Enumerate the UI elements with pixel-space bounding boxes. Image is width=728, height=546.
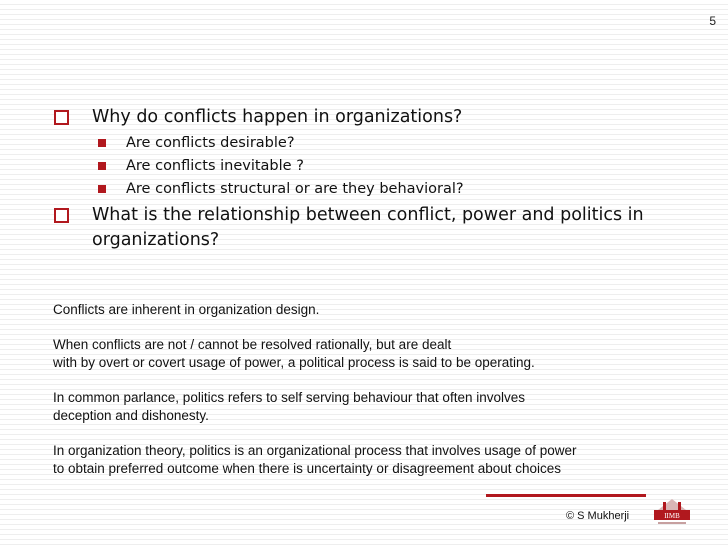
logo-roof	[658, 499, 686, 510]
sub-bullet-text: Are conflicts structural or are they behavioral?	[126, 181, 464, 197]
sub-bullet-item-1	[54, 132, 704, 155]
logo-pillar	[663, 502, 666, 510]
notes-line: In common parlance, politics refers to self serving behaviour that often involves	[53, 389, 525, 405]
bullet-list	[54, 105, 704, 253]
logo-text: IIMB	[664, 512, 680, 520]
filled-square-bullet-icon	[98, 162, 106, 170]
slide-number: 5	[709, 14, 716, 28]
notes-line: Conflicts are inherent in organization design.	[53, 302, 320, 317]
notes-line: When conflicts are not / cannot be resolved rationally, but are dealt	[53, 336, 452, 352]
notes-paragraph-3	[53, 389, 693, 426]
notes-line: In organization theory, politics is an organizational process that involves usage of power	[53, 442, 577, 458]
filled-square-bullet-icon	[98, 139, 106, 147]
sub-bullet-text: Are conflicts desirable?	[126, 135, 295, 151]
hollow-square-bullet-icon	[54, 208, 69, 223]
notes-line: to obtain preferred outcome when there is uncertainty or disagreement about choices	[53, 461, 562, 476]
footer-copyright: © S Mukherji	[566, 510, 630, 522]
footer-divider	[486, 494, 646, 497]
filled-square-bullet-icon	[98, 185, 106, 193]
sub-bullet-text: Are conflicts inevitable ?	[126, 158, 304, 174]
notes-block	[53, 301, 693, 495]
bullet-text: Why do conflicts happen in organizations?	[92, 107, 463, 127]
hollow-square-bullet-icon	[54, 110, 69, 125]
sub-bullet-item-3	[54, 178, 704, 201]
notes-paragraph-4	[53, 442, 693, 479]
notes-paragraph-2	[53, 336, 693, 373]
bullet-text-line-2: organizations?	[92, 230, 220, 250]
notes-line: with by overt or covert usage of power, a political process is said to be operating.	[53, 355, 535, 370]
bullet-item-1	[54, 105, 704, 130]
iimb-logo-icon	[652, 496, 692, 528]
notes-line: deception and dishonesty.	[53, 408, 209, 423]
notes-paragraph-1	[53, 301, 693, 320]
logo-base	[658, 522, 686, 524]
sub-bullet-item-2	[54, 155, 704, 178]
bullet-item-2	[54, 203, 704, 253]
logo-pillar	[678, 502, 681, 510]
bullet-text-line-1: What is the relationship between conflict, power and politics in	[92, 205, 644, 225]
